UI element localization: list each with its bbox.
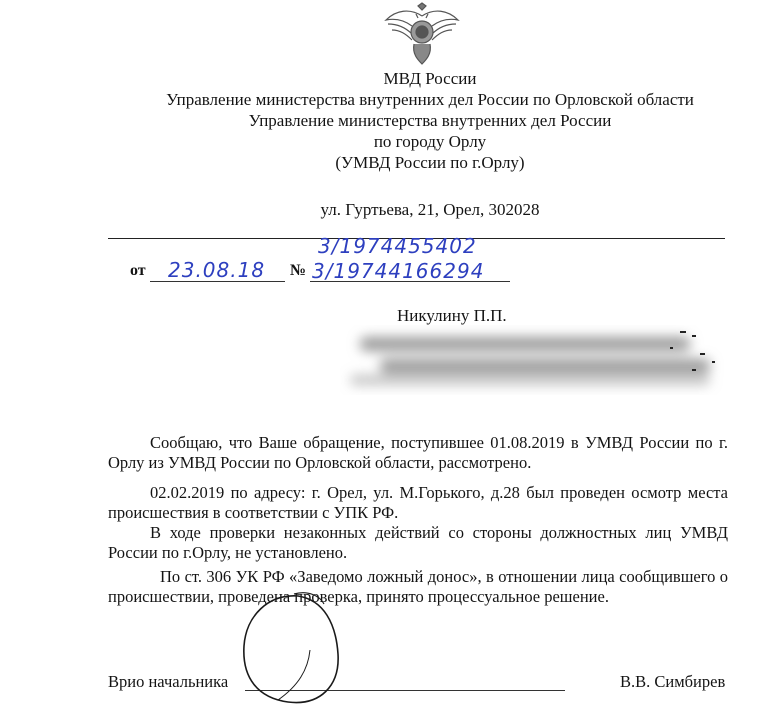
body-paragraph-3: В ходе проверки незаконных действий со стороны должностных лиц УМВД России по г.Орлу, не установлено. — [108, 523, 728, 562]
org-ministry: МВД России — [383, 69, 477, 88]
handwritten-number: 3/19744166294 — [312, 259, 485, 283]
org-regional: Управление министерства внутренних дел России по Орловской области — [166, 90, 694, 109]
body-paragraph-2: 02.02.2019 по адресу: г. Орел, ул. М.Горького, д.28 был проведен осмотр места происшествия в соответствии с УПК РФ. — [108, 483, 728, 522]
body-paragraph-1: Сообщаю, что Ваше обращение, поступившее 01.08.2019 в УМВД России по г. Орлу из УМВД России по Орловской области, рассмотрено. — [108, 433, 728, 472]
body-paragraph-4: По ст. 306 УК РФ «Заведомо ложный донос», в отношении лица сообщившего о происшествии, проведена проверка, принято процессуальное решение. — [108, 567, 728, 606]
date-label: от — [130, 262, 146, 279]
org-address: ул. Гуртьева, 21, Орел, 302028 — [320, 200, 540, 219]
signature-scribble — [228, 590, 358, 708]
redacted-address — [340, 325, 740, 395]
handwritten-date: 23.08.18 — [168, 258, 266, 282]
signatory-name: В.В. Симбирев — [620, 672, 726, 691]
number-label: № — [290, 262, 307, 279]
signatory-position: Врио начальника — [108, 672, 229, 691]
addressee-name: Никулину П.П. — [397, 306, 507, 325]
org-city-line2: по городу Орлу — [373, 132, 487, 151]
org-city-line1: Управление министерства внутренних дел России — [248, 111, 612, 130]
mvd-emblem-icon — [382, 2, 462, 66]
org-abbrev: (УМВД России по г.Орлу) — [335, 153, 525, 172]
handwritten-number-top: 3/1974455402 — [318, 234, 477, 258]
